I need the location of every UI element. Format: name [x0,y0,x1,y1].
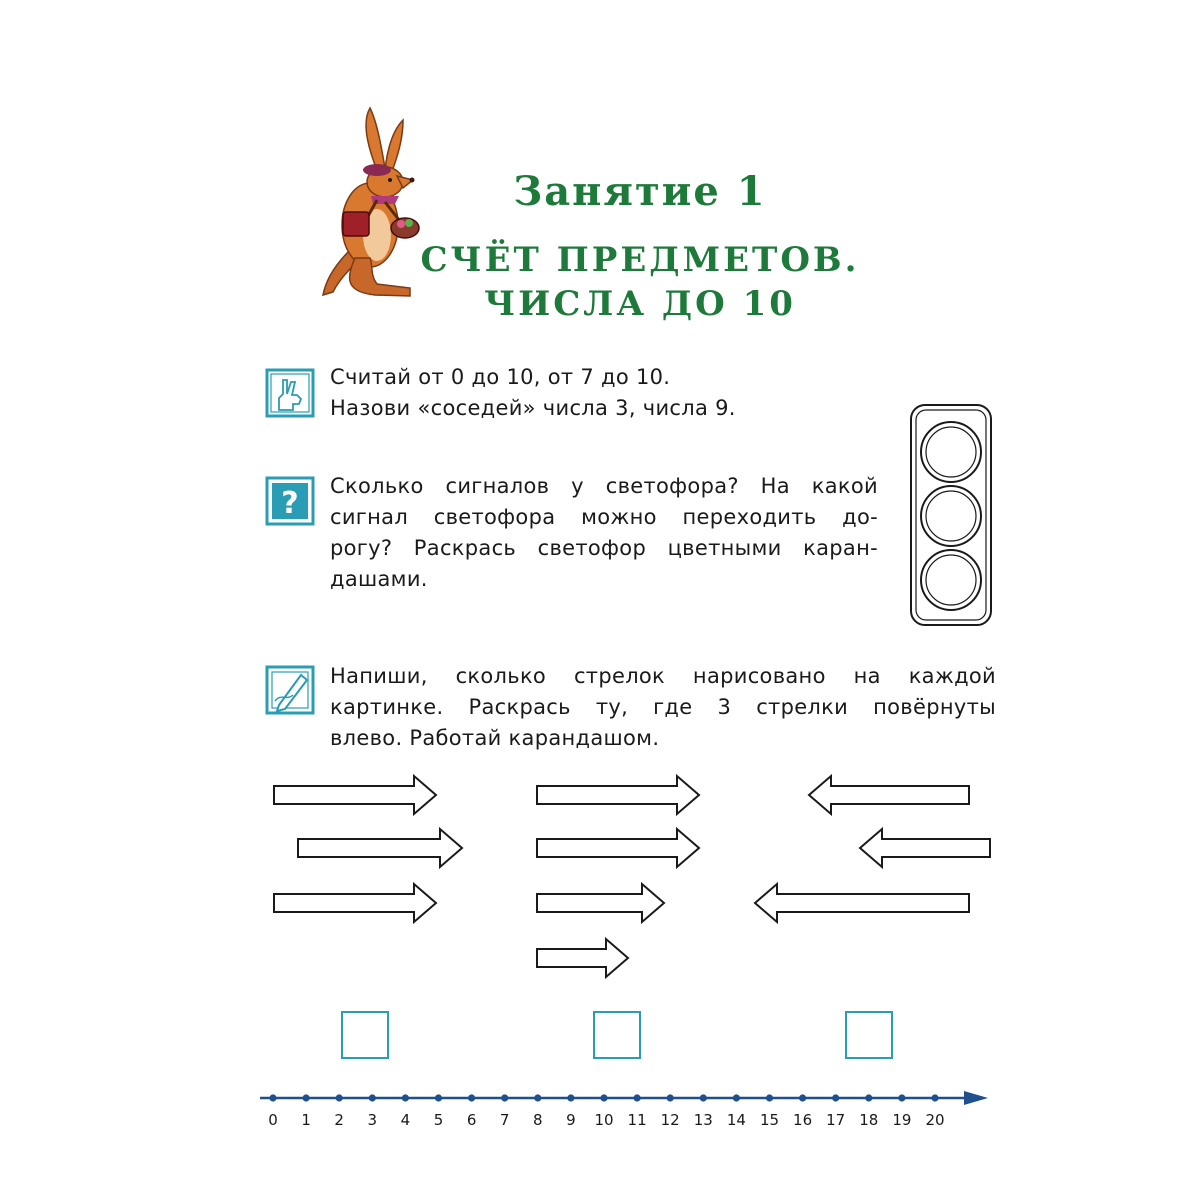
task2-line: сигнал светофора можно переходить до- [330,505,878,529]
number-line-label: 19 [892,1111,912,1129]
arrow-group-3 [755,776,990,922]
number-line-arrowhead [964,1091,988,1105]
number-line-tick [336,1094,343,1101]
number-line-label: 11 [627,1111,647,1129]
arrow-right [274,884,436,922]
number-line-label: 3 [367,1111,378,1129]
task3-line: Напиши, сколько стрелок нарисовано на каждой [330,664,996,688]
lesson-subtitle-line2: ЧИСЛА ДО 10 [484,284,796,324]
arrow-right [274,776,436,814]
number-line-label: 15 [759,1111,780,1129]
number-line-tick [402,1094,409,1101]
number-line-label: 13 [693,1111,713,1129]
number-line-tick [799,1094,806,1101]
arrow-right [537,939,628,977]
number-line-label: 6 [466,1111,477,1129]
task2-line: дашами. [330,567,428,591]
number-line-tick [865,1094,872,1101]
number-line-tick [898,1094,905,1101]
number-line-tick [303,1094,310,1101]
number-line-tick [600,1094,607,1101]
arrow-left [755,884,969,922]
task2-line: Сколько сигналов у светофора? На какой [330,474,878,498]
number-line-label: 7 [499,1111,510,1129]
arrow-right [537,776,699,814]
number-line-tick [733,1094,740,1101]
number-line-label: 0 [268,1111,278,1129]
number-line-label: 5 [433,1111,444,1129]
number-line-tick [832,1094,839,1101]
arrow-group-2 [537,776,699,977]
arrow-right [537,884,664,922]
task2-line: рогу? Раскрась светофор цветными каран- [330,536,878,560]
arrow-left [860,829,990,867]
number-line-label: 14 [726,1111,746,1129]
number-line-tick [634,1094,641,1101]
lesson-subtitle-line1: СЧЁТ ПРЕДМЕТОВ. [420,240,860,280]
number-line-tick [269,1094,276,1101]
arrow-right [298,829,462,867]
number-line-label: 2 [334,1111,344,1129]
number-line [260,1088,1000,1108]
arrow-left [809,776,969,814]
answer-box-2[interactable] [593,1011,641,1059]
number-line-tick [766,1094,773,1101]
number-line-tick [567,1094,574,1101]
arrow-right [537,829,699,867]
arrow-group-1 [274,776,462,922]
number-line-tick [501,1094,508,1101]
task1-line: Считай от 0 до 10, от 7 до 10. [330,365,671,389]
task1-line: Назови «соседей» числа 3, числа 9. [330,396,736,420]
lesson-title: Занятие 1 [513,168,767,215]
number-line-tick [931,1094,938,1101]
answer-box-1[interactable] [341,1011,389,1059]
answer-box-3[interactable] [845,1011,893,1059]
number-line-label: 18 [859,1111,879,1129]
number-line-tick [700,1094,707,1101]
number-line-tick [435,1094,442,1101]
task3-line: влево. Работай карандашом. [330,726,660,750]
task3-line: картинке. Раскрась ту, где 3 стрелки повёрнуты [330,695,996,719]
number-line-label: 20 [925,1111,945,1129]
number-line-label: 8 [533,1111,543,1129]
number-line-label: 12 [660,1111,680,1129]
number-line-label: 9 [566,1111,576,1129]
number-line-label: 16 [793,1111,813,1129]
svg-text:?: ? [281,486,299,521]
number-line-tick [667,1094,674,1101]
number-line-label: 10 [594,1111,614,1129]
number-line-label: 1 [301,1111,311,1129]
number-line-tick [369,1094,376,1101]
number-line-label: 17 [826,1111,846,1129]
number-line-tick [468,1094,475,1101]
number-line-label: 4 [400,1111,411,1129]
number-line-tick [534,1094,541,1101]
